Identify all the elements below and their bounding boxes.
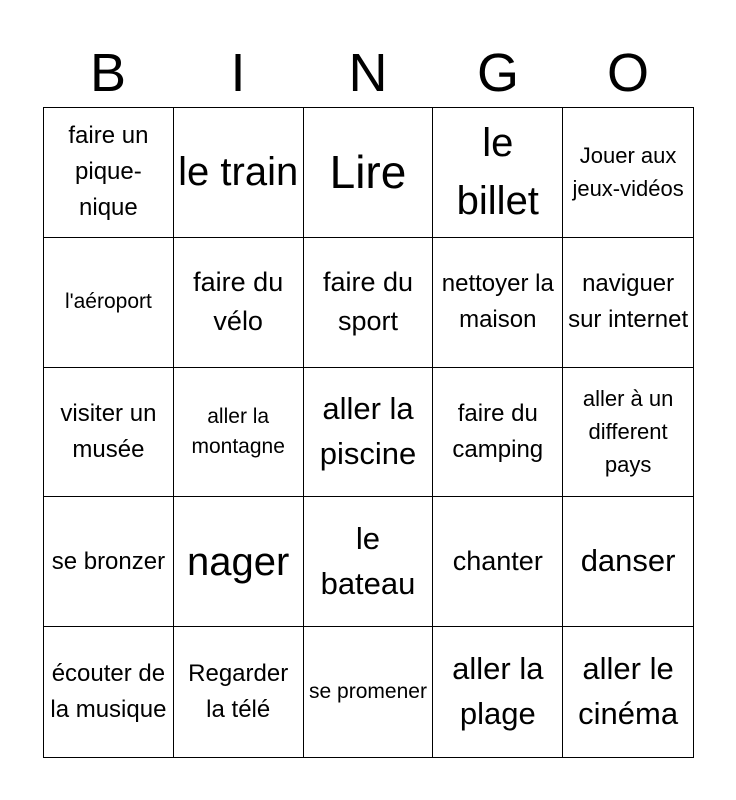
header-letter-i: I: [230, 43, 246, 103]
bingo-cell[interactable]: le bateau: [304, 497, 434, 627]
bingo-cell[interactable]: faire du vélo: [174, 238, 304, 368]
bingo-cell[interactable]: se promener: [304, 627, 434, 757]
bingo-cell[interactable]: aller la montagne: [174, 368, 304, 498]
bingo-cell[interactable]: Jouer aux jeux-vidéos: [563, 108, 693, 238]
bingo-cell[interactable]: visiter un musée: [44, 368, 174, 498]
bingo-cell[interactable]: aller la piscine: [304, 368, 434, 498]
bingo-header: [43, 38, 693, 108]
bingo-cell[interactable]: aller le cinéma: [578, 651, 679, 732]
bingo-board: [43, 107, 694, 758]
bingo-cell[interactable]: Lire: [304, 108, 434, 238]
bingo-cell[interactable]: danser: [563, 497, 693, 627]
bingo-cell[interactable]: se bronzer: [44, 497, 174, 627]
bingo-cell[interactable]: l'aéroport: [44, 238, 174, 368]
bingo-cell[interactable]: chanter: [433, 497, 563, 627]
bingo-cell[interactable]: aller la plage: [433, 627, 563, 757]
bingo-cell[interactable]: faire du camping: [433, 368, 563, 498]
header-letter-o: O: [606, 43, 649, 103]
bingo-cell[interactable]: le train: [174, 108, 304, 238]
header-letter-n: N: [348, 43, 388, 103]
bingo-cell[interactable]: naviguer sur internet: [563, 238, 693, 368]
bingo-cell[interactable]: nager: [174, 497, 304, 627]
bingo-cell[interactable]: faire un pique-nique: [44, 108, 174, 238]
bingo-cell[interactable]: nettoyer la maison: [433, 238, 563, 368]
bingo-cell[interactable]: faire du sport: [304, 238, 434, 368]
header-letter-g: G: [476, 43, 519, 103]
header-letter-b: B: [89, 43, 127, 103]
bingo-cell[interactable]: le billet: [433, 108, 563, 238]
bingo-cell[interactable]: Regarder la télé: [174, 627, 304, 757]
bingo-cell[interactable]: écouter de la musique: [44, 627, 174, 757]
bingo-cell[interactable]: aller à un different pays: [563, 368, 693, 498]
